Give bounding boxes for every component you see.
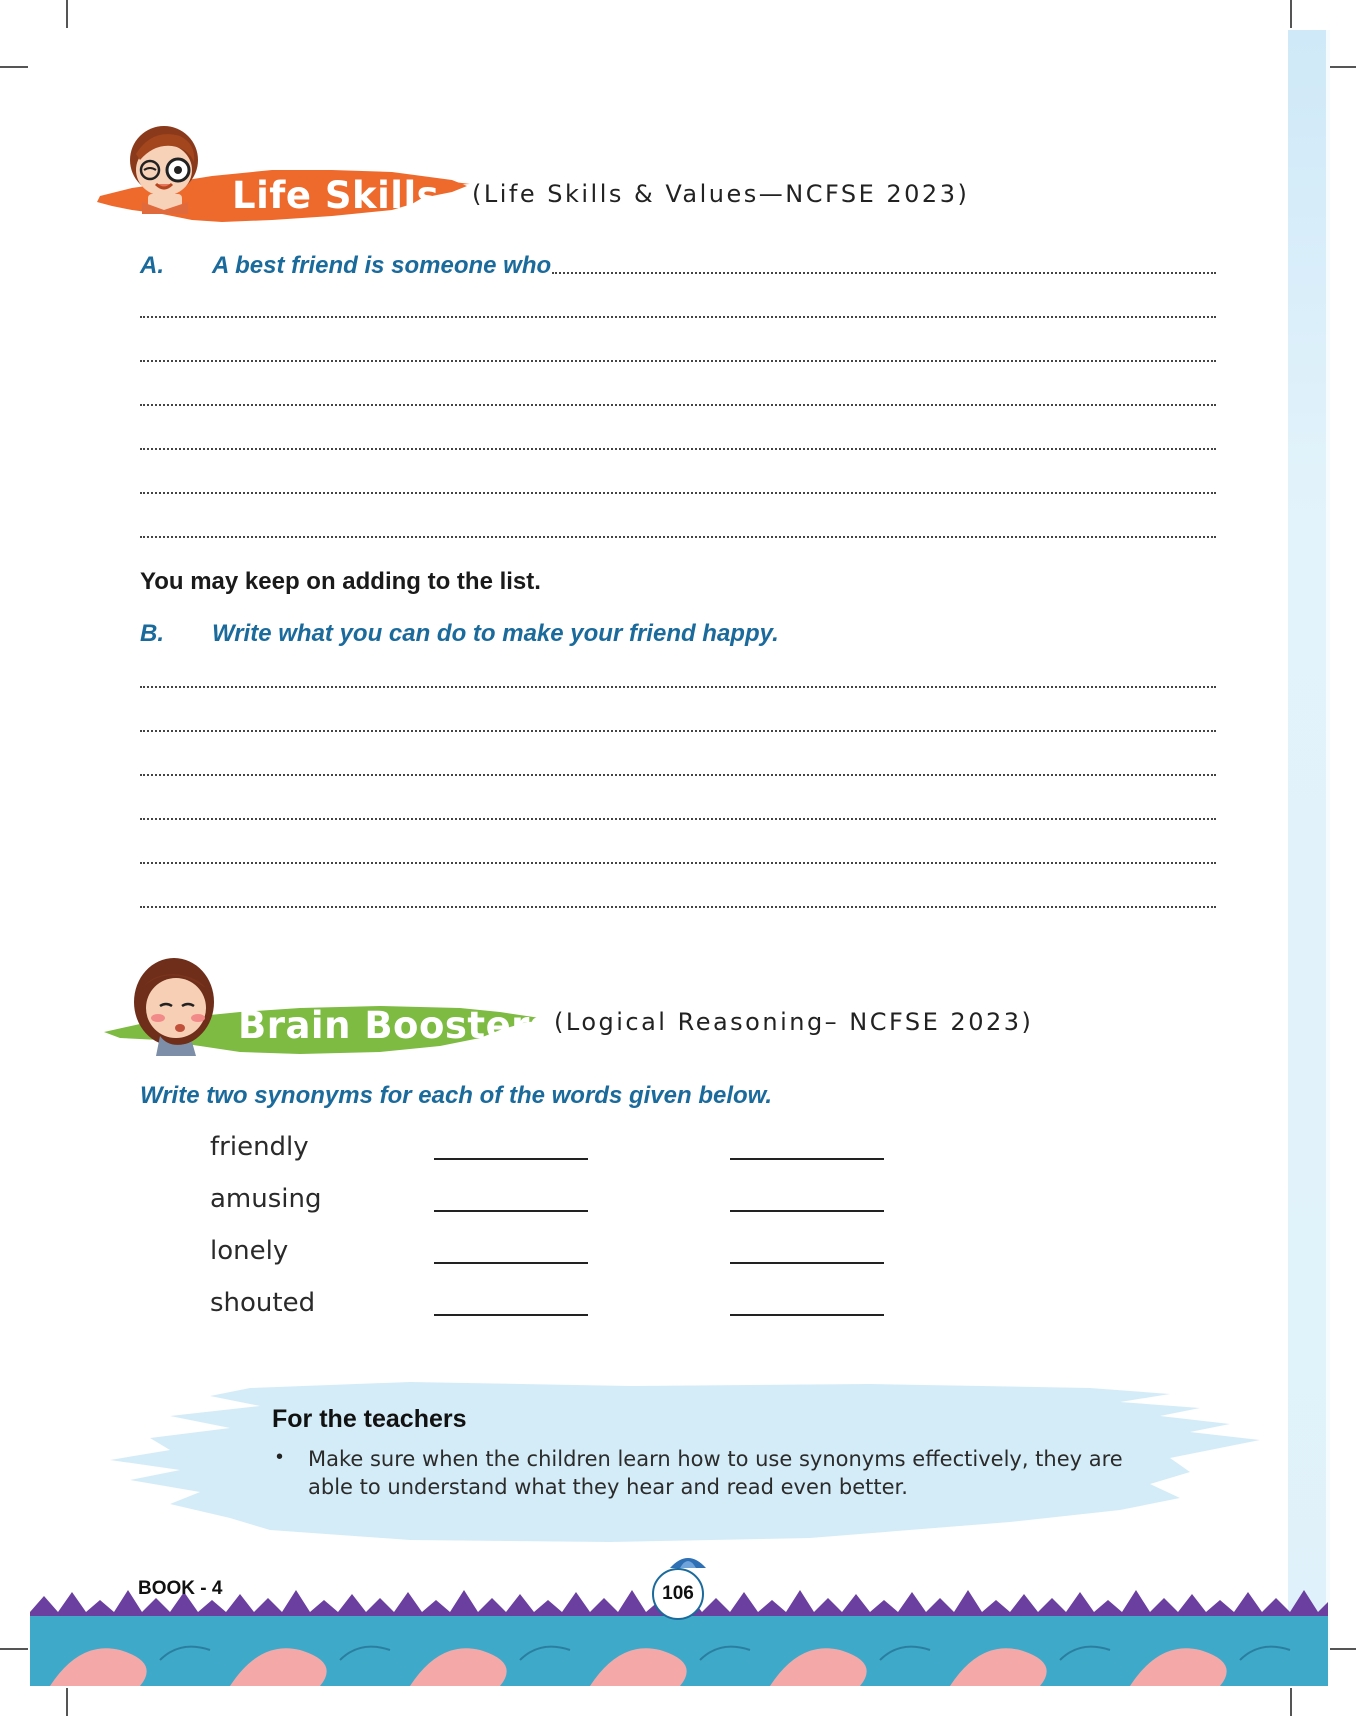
crop-mark	[1328, 66, 1356, 68]
answer-line[interactable]	[140, 774, 1216, 776]
question-b-number: B.	[140, 620, 164, 647]
life-skills-title: Life Skills	[232, 174, 440, 217]
answer-line[interactable]	[140, 448, 1216, 450]
answer-line[interactable]	[140, 686, 1216, 688]
synonym-word: friendly	[210, 1132, 309, 1162]
life-skills-subtitle: (Life Skills & Values—NCFSE 2023)	[472, 180, 970, 208]
synonym-blank[interactable]	[434, 1158, 588, 1160]
teacher-note-title: For the teachers	[272, 1405, 467, 1433]
question-a-text: A best friend is someone who	[212, 252, 552, 279]
crop-mark	[0, 66, 28, 68]
brain-boosters-title: Brain Boosters	[238, 1004, 553, 1047]
crop-mark	[1290, 0, 1292, 28]
synonym-word: shouted	[210, 1288, 316, 1318]
answer-line[interactable]	[140, 818, 1216, 820]
answer-line[interactable]	[140, 862, 1216, 864]
synonym-blank[interactable]	[730, 1262, 884, 1264]
side-decor-strip	[1288, 30, 1326, 1670]
synonym-word: amusing	[210, 1184, 322, 1214]
crop-mark	[66, 0, 68, 28]
answer-line[interactable]	[140, 492, 1216, 494]
brain-boosters-subtitle: (Logical Reasoning– NCFSE 2023)	[554, 1008, 1034, 1036]
synonym-blank[interactable]	[730, 1210, 884, 1212]
synonym-blank[interactable]	[434, 1262, 588, 1264]
answer-line[interactable]	[140, 730, 1216, 732]
page-number: 106	[652, 1568, 704, 1620]
synonym-blank[interactable]	[434, 1314, 588, 1316]
list-note: You may keep on adding to the list.	[140, 568, 541, 595]
crop-mark	[0, 1648, 28, 1650]
answer-line[interactable]	[140, 360, 1216, 362]
brain-boosters-banner	[100, 946, 553, 1062]
answer-line[interactable]	[140, 536, 1216, 538]
life-skills-banner	[92, 118, 472, 230]
crop-mark	[1290, 1688, 1292, 1716]
book-label: BOOK - 4	[138, 1578, 223, 1599]
question-a	[140, 252, 551, 280]
crop-mark	[1328, 1648, 1356, 1650]
answer-line[interactable]	[552, 272, 1216, 274]
question-b-text: Write what you can do to make your friend happy.	[212, 620, 779, 647]
answer-line[interactable]	[140, 906, 1216, 908]
synonym-instruction: Write two synonyms for each of the words given below.	[140, 1082, 773, 1109]
synonym-blank[interactable]	[434, 1210, 588, 1212]
answer-line[interactable]	[140, 404, 1216, 406]
crop-mark	[66, 1688, 68, 1716]
question-b	[140, 620, 779, 648]
side-decor-edge	[1326, 30, 1330, 1670]
synonym-blank[interactable]	[730, 1314, 884, 1316]
question-a-number: A.	[140, 252, 164, 279]
synonym-word: lonely	[210, 1236, 289, 1266]
answer-line[interactable]	[140, 316, 1216, 318]
synonym-blank[interactable]	[730, 1158, 884, 1160]
teacher-note-text: Make sure when the children learn how to use synonyms effectively, they are able to understand what they hear and read even better.	[308, 1447, 1123, 1499]
bullet-icon: •	[276, 1446, 284, 1468]
